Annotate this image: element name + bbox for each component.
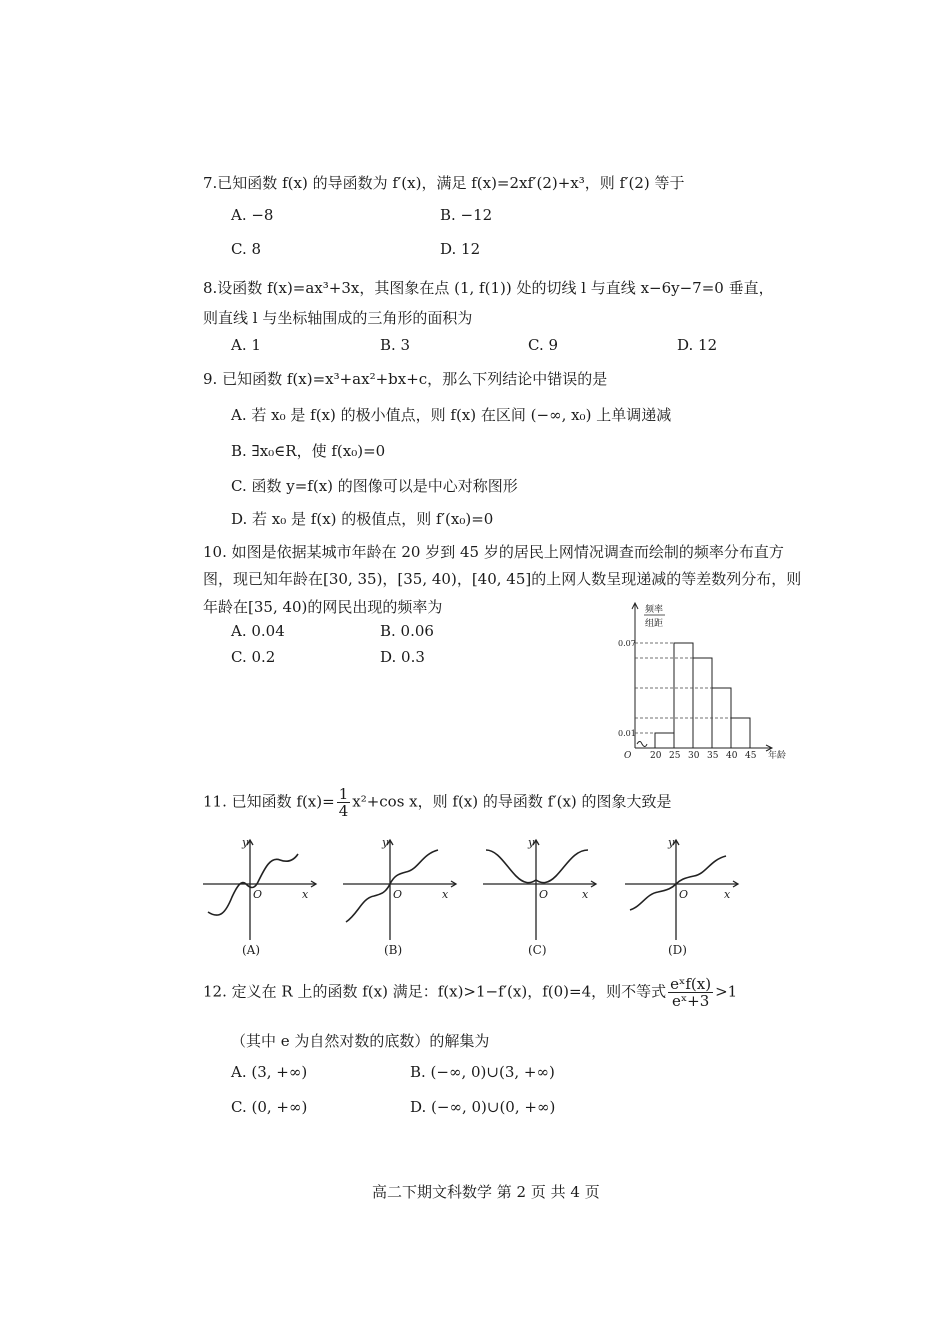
graph-d-x-label: x: [724, 888, 731, 901]
graph-a-y-label: y: [242, 836, 249, 849]
q12-frac-den: eˣ+3: [671, 992, 710, 1010]
q10-option-a: A. 0.04: [231, 622, 285, 640]
q12-frac-num: eˣf(x): [670, 975, 712, 993]
chart-origin: O: [624, 751, 632, 761]
x-tick-label: 20: [650, 751, 662, 761]
q11-frac-num: 1: [338, 785, 349, 803]
q8-option-d: D. 12: [677, 336, 718, 354]
q8-option-a: A. 1: [231, 336, 261, 354]
q9-option-b: B. ∃x₀∈R，使 f(x₀)=0: [231, 442, 386, 460]
q12-option-c: C. (0, +∞): [231, 1098, 308, 1116]
q10-stem-line1: 10. 如图是依据某城市年龄在 20 岁到 45 岁的居民上网情况调查而绘制的频率分布直方: [203, 543, 784, 561]
histogram-bar: [655, 733, 674, 748]
q11-stem: [203, 786, 672, 819]
graph-c-x-label: x: [582, 888, 589, 901]
x-tick-label: 45: [745, 751, 757, 761]
graph-b-caption: (B): [384, 943, 403, 957]
q11-fraction: [337, 786, 351, 819]
q12-stem-line2: （其中 e 为自然对数的底数）的解集为: [231, 1032, 490, 1050]
q7-option-d: D. 12: [440, 240, 481, 258]
axis-break-mark: [637, 742, 647, 747]
q10-option-c: C. 0.2: [231, 648, 276, 666]
graph-b-x-label: x: [442, 888, 449, 901]
q12-stem-start: 12. 定义在 R 上的函数 f(x) 满足：f(x)>1−f′(x)，f(0)=4，则不等式: [203, 982, 667, 1001]
q10-stem-line2: 图，现已知年龄在[30, 35)，[35, 40)，[40, 45]的上网人数呈现递减的等差数列分布，则: [203, 570, 802, 588]
chart-ylabel-top: 频率: [645, 605, 664, 615]
q8-stem-line1: 8.设函数 f(x)=ax³+3x，其图象在点 (1, f(1)) 处的切线 l 与直线 x−6y−7=0 垂直，: [203, 279, 774, 297]
q12-stem-tail: >1: [715, 982, 738, 1001]
x-tick-label: 30: [688, 751, 700, 761]
chart-ylabel-bottom: 组距: [645, 619, 664, 629]
q9-stem: 9. 已知函数 f(x)=x³+ax²+bx+c，那么下列结论中错误的是: [203, 370, 608, 388]
graph-a-x-label: x: [302, 888, 309, 901]
q11-graphs: [198, 832, 750, 962]
q11-stem-start: 11. 已知函数 f(x)=: [203, 792, 335, 811]
q12-stem: [203, 976, 737, 1009]
q12-option-d: D. (−∞, 0)∪(0, +∞): [410, 1098, 556, 1116]
q11-frac-den: 4: [338, 802, 349, 820]
q7-stem: 7.已知函数 f(x) 的导函数为 f′(x)，满足 f(x)=2xf′(2)+x³，则 f′(2) 等于: [203, 174, 685, 192]
graph-a-origin: O: [253, 888, 263, 901]
x-tick-label: 40: [726, 751, 738, 761]
graph-d-origin: O: [679, 888, 689, 901]
graph-d-caption: (D): [668, 943, 687, 957]
q7-option-b: B. −12: [440, 206, 493, 224]
graph-c-y-label: y: [528, 836, 535, 849]
graph-c-caption: (C): [528, 943, 547, 957]
x-tick-label: 25: [669, 751, 681, 761]
q12-option-b: B. (−∞, 0)∪(3, +∞): [410, 1063, 555, 1081]
y-tick-label: 0.01: [618, 729, 636, 738]
q10-stem-line3: 年龄在[35, 40)的网民出现的频率为: [203, 598, 443, 616]
q9-option-a: A. 若 x₀ 是 f(x) 的极小值点，则 f(x) 在区间 (−∞, x₀) 上单调递减: [231, 406, 672, 424]
histogram-bar: [693, 658, 712, 748]
histogram-chart: [600, 598, 800, 768]
chart-xlabel: 年龄: [768, 751, 787, 761]
q8-option-b: B. 3: [380, 336, 411, 354]
q7-option-c: C. 8: [231, 240, 262, 258]
q12-option-a: A. (3, +∞): [231, 1063, 308, 1081]
histogram-bar: [674, 643, 693, 748]
q11-stem-rest: x²+cos x，则 f(x) 的导函数 f′(x) 的图象大致是: [352, 792, 672, 811]
graph-c-origin: O: [539, 888, 549, 901]
graph-a-caption: (A): [242, 943, 261, 957]
graph-b-y-label: y: [382, 836, 389, 849]
y-tick-label: 0.07: [618, 639, 636, 648]
q9-option-d: D. 若 x₀ 是 f(x) 的极值点，则 f′(x₀)=0: [231, 510, 494, 528]
q12-fraction: [668, 976, 713, 1009]
graph-b-origin: O: [393, 888, 403, 901]
graph-d-y-label: y: [668, 836, 675, 849]
page-footer: 高二下期文科数学 第 2 页 共 4 页: [372, 1183, 600, 1201]
x-tick-label: 35: [707, 751, 719, 761]
q7-option-a: A. −8: [231, 206, 274, 224]
q10-option-d: D. 0.3: [380, 648, 425, 666]
q8-stem-line2: 则直线 l 与坐标轴围成的三角形的面积为: [203, 309, 473, 327]
histogram-bar: [731, 718, 750, 748]
q10-option-b: B. 0.06: [380, 622, 434, 640]
q9-option-c: C. 函数 y=f(x) 的图像可以是中心对称图形: [231, 477, 518, 495]
q8-option-c: C. 9: [528, 336, 559, 354]
